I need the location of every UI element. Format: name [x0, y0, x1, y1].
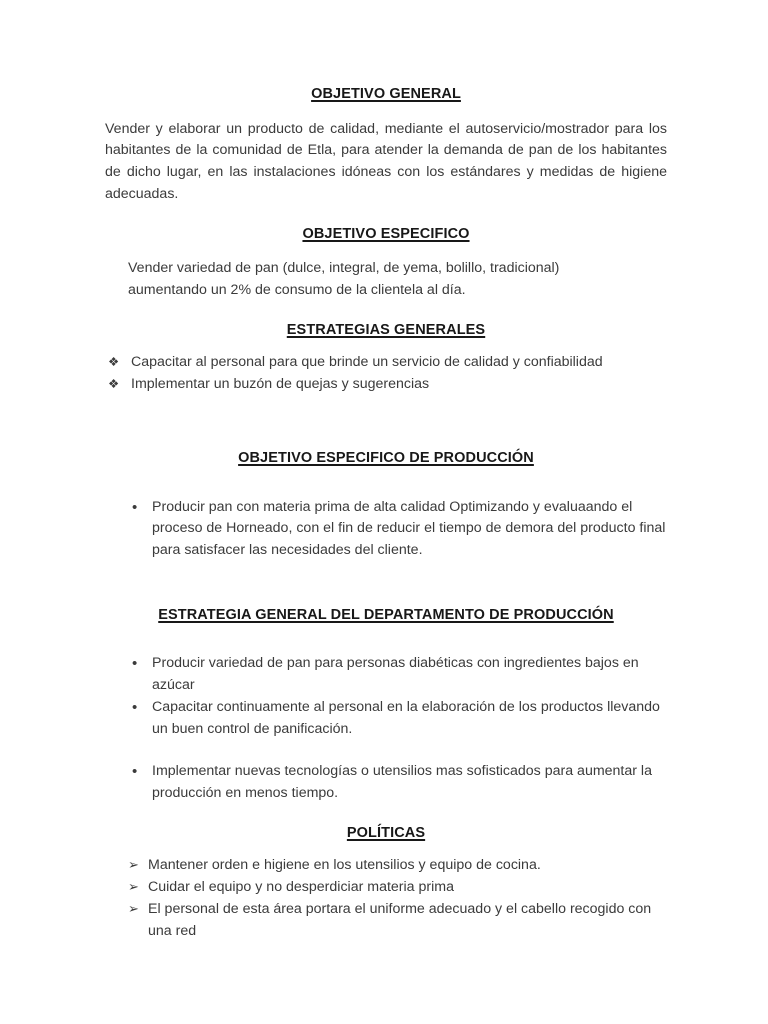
heading-politicas: [105, 825, 667, 843]
spacer: [105, 468, 667, 497]
list-item-label: Mantener orden e higiene en los utensilios y equipo de cocina.: [148, 857, 541, 874]
heading-objetivo-especifico-produccion: [105, 450, 667, 468]
spacer: [105, 624, 667, 653]
paragraph-objetivo-general: Vender y elaborar un producto de calidad, mediante el autoservicio/mostrador para los habitantes de la comunidad de Etla, para atender la demanda de pan de los habitantes de dicho lugar, en las instalaciones idóneas con los estándares y medidas de higiene adecuadas.: [105, 120, 667, 202]
heading-politicas-text: POLÍTICAS: [346, 824, 426, 841]
disc-bullet-icon: •: [132, 498, 138, 516]
list-item: [128, 877, 667, 899]
spacer: [105, 842, 667, 855]
list-item: [132, 497, 667, 562]
list-item-label: Capacitar continuamente al personal en la elaboración de los productos llevando un buen control de panificación.: [152, 698, 660, 737]
list-item: [128, 855, 667, 877]
list-item-label: Producir variedad de pan para personas diabéticas con ingredientes bajos en azúcar: [152, 655, 639, 694]
list-item: [128, 899, 667, 942]
diamond-bullet-icon: ❖: [108, 377, 120, 392]
disc-bullet-icon: •: [132, 698, 138, 716]
list-item-label: Cuidar el equipo y no desperdiciar materia prima: [148, 879, 454, 896]
list-estrategia-general-departamento: [105, 653, 667, 804]
heading-objetivo-general: [105, 86, 667, 104]
heading-objetivo-especifico-text: OBJETIVO ESPECIFICO: [302, 225, 470, 242]
heading-objetivo-especifico-produccion-text: OBJETIVO ESPECIFICO DE PRODUCCIÓN: [238, 449, 534, 466]
list-politicas: [105, 855, 667, 942]
list-item-label: El personal de esta área portara el uniforme adecuado y el cabello recogido con una red: [148, 900, 652, 939]
heading-estrategias-generales: [105, 322, 667, 340]
list-estrategias-generales: [105, 352, 667, 395]
list-item-label: Producir pan con materia prima de alta calidad Optimizando y evaluaando el proceso de Horneado, con el fin de reducir el tiempo de demora del producto final para satisfacer las necesidades del cliente.: [152, 498, 666, 558]
disc-bullet-icon: •: [132, 763, 138, 781]
list-item: [108, 374, 667, 396]
disc-bullet-icon: •: [132, 655, 138, 673]
list-item: [132, 653, 667, 696]
list-item-label: Capacitar al personal para que brinde un servicio de calidad y confiabilidad: [131, 354, 603, 371]
spacer: [105, 805, 667, 825]
document-content: [105, 86, 667, 942]
spacer: [105, 206, 667, 226]
spacer: [105, 396, 667, 450]
list-item: [132, 761, 667, 804]
list-objetivo-especifico-produccion: [105, 497, 667, 562]
spacer: [105, 562, 667, 607]
list-item-label: Implementar nuevas tecnologías o utensilios mas sofisticados para aumentar la producción en menos tiempo.: [152, 763, 652, 801]
heading-estrategia-general-departamento-text: ESTRATEGIA GENERAL DEL DEPARTAMENTO DE PRODUCCIÓN: [158, 606, 614, 623]
heading-estrategias-generales-text: ESTRATEGIAS GENERALES: [286, 321, 486, 338]
spacer: [105, 302, 667, 322]
list-item-label: Implementar un buzón de quejas y sugerencias: [131, 376, 430, 393]
list-item: [108, 352, 667, 374]
heading-estrategia-general-departamento: [105, 607, 667, 625]
arrow-bullet-icon: ➢: [128, 879, 139, 895]
diamond-bullet-icon: ❖: [108, 355, 120, 370]
heading-objetivo-especifico: [105, 226, 667, 244]
spacer: [105, 104, 667, 119]
spacer: [105, 243, 667, 258]
paragraph-objetivo-especifico: Vender variedad de pan (dulce, integral, de yema, bolillo, tradicional) aumentando un 2% de consumo de la clientela al día.: [128, 260, 560, 298]
spacer: [105, 339, 667, 352]
heading-objetivo-general-text: OBJETIVO GENERAL: [311, 86, 461, 102]
list-item: [132, 697, 667, 740]
arrow-bullet-icon: ➢: [128, 900, 139, 916]
arrow-bullet-icon: ➢: [128, 857, 139, 873]
